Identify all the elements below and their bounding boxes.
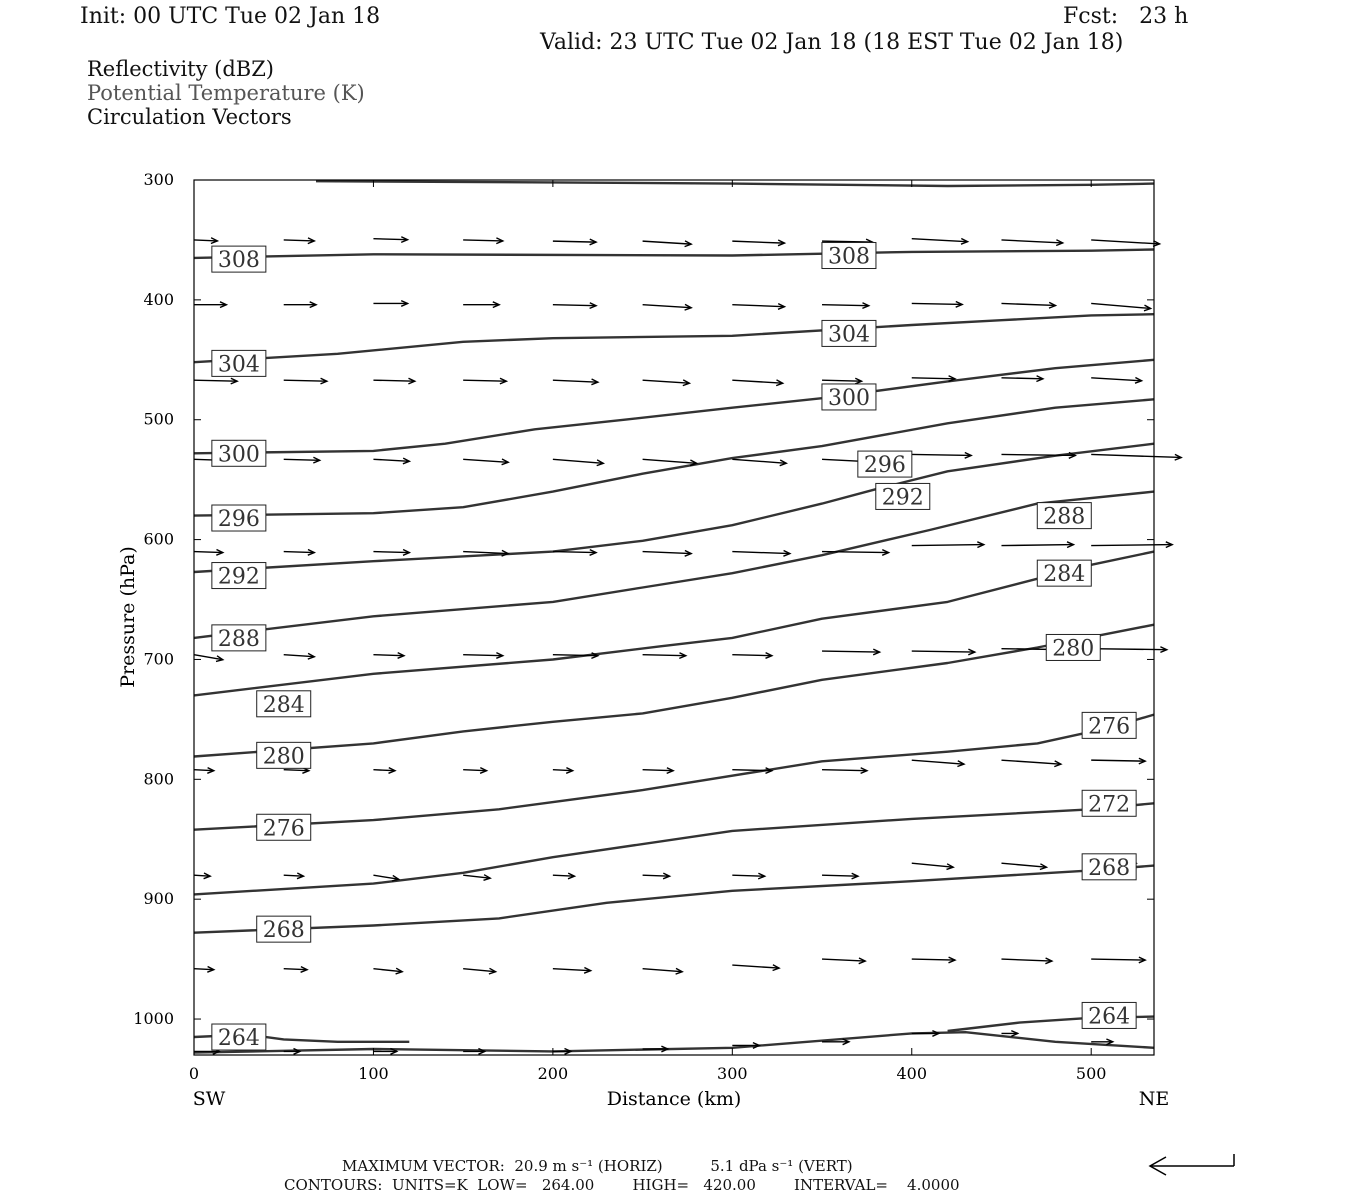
contour-label: [257, 916, 311, 943]
svg-text:304: 304: [217, 352, 260, 378]
circulation-vector: [1091, 542, 1172, 548]
svg-text:300: 300: [827, 385, 870, 411]
svg-text:288: 288: [217, 626, 260, 652]
circulation-vector: [1091, 378, 1141, 384]
contour-label: [822, 243, 876, 270]
circulation-vector: [732, 240, 784, 246]
svg-text:276: 276: [1088, 714, 1131, 740]
contour-label: [1082, 1002, 1136, 1029]
circulation-vector: [284, 550, 315, 556]
contour-label: [1082, 854, 1136, 881]
contour-label: [212, 246, 266, 273]
y-tick-label: 700: [143, 649, 174, 669]
circulation-vector: [373, 653, 404, 659]
circulation-vector: [284, 302, 316, 308]
circulation-vector: [1091, 303, 1150, 310]
x-tick-label: 200: [537, 1064, 569, 1083]
circulation-vector: [1091, 240, 1159, 246]
circulation-vector: [732, 304, 784, 310]
circulation-vector: [284, 873, 304, 879]
circulation-vector: [373, 237, 407, 243]
circulation-vector: [643, 1046, 668, 1052]
circulation-vector: [463, 238, 503, 244]
init-time: Init: 00 UTC Tue 02 Jan 18: [80, 4, 381, 29]
y-tick-label: 1000: [133, 1009, 174, 1029]
circulation-vector: [373, 301, 407, 307]
circulation-vector: [553, 379, 598, 385]
contour-labels: [212, 243, 1136, 1052]
circulation-vector: [643, 653, 686, 659]
contour-label: [858, 451, 912, 478]
contour-label: [822, 384, 876, 411]
contour-label: [257, 742, 311, 769]
valid-time: Valid: 23 UTC Tue 02 Jan 18 (18 EST Tue 02 Jan 18): [540, 30, 1124, 55]
contour-label: [212, 563, 266, 590]
circulation-vector: [553, 459, 603, 465]
svg-text:280: 280: [262, 744, 305, 770]
y-tick-label: 900: [143, 889, 174, 909]
circulation-vector: [643, 768, 674, 774]
circulation-vector: [912, 542, 984, 548]
contour-label: [1082, 790, 1136, 817]
circulation-vector: [912, 863, 953, 869]
circulation-vector: [643, 304, 692, 310]
circulation-vector: [194, 655, 223, 662]
y-axis-title: Pressure (hPa): [117, 546, 139, 688]
circulation-vector: [553, 873, 575, 879]
circulation-vector: [194, 378, 237, 384]
circulation-vector: [194, 967, 214, 973]
circulation-vector: [373, 875, 398, 881]
contour-label: [212, 350, 266, 377]
circulation-vector: [553, 239, 596, 245]
circulation-vector: [553, 303, 596, 309]
circulation-vector: [822, 303, 869, 309]
circulation-vector: [194, 302, 226, 308]
svg-text:284: 284: [262, 692, 305, 718]
contours-note: CONTOURS: UNITS=K LOW= 264.00 HIGH= 420.00 INTERVAL= 4.0000: [284, 1176, 960, 1194]
circulation-vector: [553, 1049, 571, 1055]
circulation-vector: [822, 378, 862, 384]
contour-label: [876, 483, 930, 510]
circulation-vector: [463, 378, 506, 384]
legend-potential-temperature: Potential Temperature (K): [87, 81, 365, 105]
circulation-vector: [463, 459, 508, 465]
circulation-vector: [463, 875, 490, 881]
svg-text:292: 292: [217, 564, 260, 590]
contour-label: [1037, 503, 1091, 530]
circulation-vector: [912, 1031, 939, 1037]
circulation-vector: [373, 768, 395, 774]
y-tick-label: 400: [143, 289, 174, 309]
circulation-vector: [373, 458, 409, 464]
svg-text:276: 276: [262, 816, 305, 842]
circulation-vector: [643, 241, 692, 247]
circulation-vector: [194, 768, 214, 774]
contour-line: [194, 314, 1154, 362]
circulation-vector: [643, 968, 683, 974]
circulation-vectors: [194, 237, 1181, 1055]
svg-text:296: 296: [217, 507, 260, 533]
circulation-vector: [284, 967, 307, 973]
contour-lines: [194, 181, 1154, 1052]
circulation-vector: [912, 649, 975, 655]
x-tick-label: 500: [1075, 1064, 1107, 1083]
circulation-vector: [1001, 302, 1055, 308]
circulation-vector: [463, 302, 499, 308]
y-tick-label: 300: [143, 170, 174, 189]
circulation-vector: [912, 239, 968, 245]
contour-label: [212, 505, 266, 532]
contour-label: [212, 1024, 266, 1051]
circulation-vector: [912, 957, 955, 963]
circulation-vector: [732, 380, 782, 386]
circulation-vector: [912, 760, 964, 766]
legend-reflectivity: Reflectivity (dBZ): [87, 57, 275, 81]
circulation-vector: [1091, 647, 1167, 653]
circulation-vector: [1091, 758, 1145, 764]
circulation-vector: [373, 550, 409, 556]
circulation-vector: [822, 768, 867, 774]
x-tick-label: 400: [896, 1064, 928, 1083]
svg-text:288: 288: [1043, 504, 1086, 530]
circulation-vector: [643, 873, 670, 879]
svg-text:280: 280: [1052, 636, 1095, 662]
svg-text:292: 292: [881, 485, 924, 511]
x-end-label-ne: NE: [1138, 1088, 1170, 1110]
contour-line: [194, 399, 1154, 515]
circulation-vector: [1091, 957, 1145, 963]
circulation-vector: [284, 238, 315, 244]
circulation-vector: [822, 873, 858, 879]
circulation-vector: [463, 968, 495, 974]
circulation-vector: [463, 768, 486, 774]
svg-text:308: 308: [827, 244, 870, 270]
forecast-hour: Fcst: 23 h: [1063, 4, 1189, 29]
circulation-vector: [463, 653, 503, 659]
circulation-vector: [1001, 542, 1073, 548]
contour-label: [822, 320, 876, 347]
contour-line: [194, 715, 1154, 830]
svg-text:284: 284: [1043, 562, 1086, 588]
circulation-vector: [643, 380, 690, 386]
svg-text:268: 268: [262, 918, 305, 944]
plot-frame: [194, 180, 1154, 1055]
circulation-vector: [732, 965, 779, 971]
contour-line: [194, 552, 1154, 696]
svg-text:264: 264: [217, 1026, 260, 1052]
svg-text:264: 264: [1088, 1004, 1131, 1030]
circulation-vector: [284, 653, 315, 659]
x-axis-title: Distance (km): [606, 1088, 742, 1110]
circulation-vector: [1001, 760, 1060, 766]
contour-label: [257, 691, 311, 718]
circulation-vector: [822, 649, 880, 655]
y-tick-label: 600: [143, 529, 174, 549]
circulation-vector: [373, 378, 414, 384]
circulation-vector: [194, 873, 210, 879]
contour-line: [194, 250, 1154, 258]
circulation-vector: [553, 968, 591, 974]
svg-text:300: 300: [217, 442, 260, 468]
max-vector-note: MAXIMUM VECTOR: 20.9 m s⁻¹ (HORIZ) 5.1 dPa s⁻¹ (VERT): [342, 1157, 853, 1175]
svg-text:304: 304: [827, 322, 870, 348]
svg-text:268: 268: [1088, 855, 1131, 881]
y-tick-label: 500: [143, 409, 174, 429]
x-tick-label: 100: [358, 1064, 389, 1083]
circulation-vector: [732, 551, 790, 557]
contour-line: [194, 803, 1154, 894]
circulation-vector: [732, 653, 772, 659]
contour-line: [194, 866, 1154, 933]
x-end-label-sw: SW: [192, 1088, 226, 1110]
legend-circulation-vectors: Circulation Vectors: [87, 105, 292, 129]
x-tick-label: 0: [188, 1064, 200, 1083]
circulation-vector: [1001, 376, 1042, 382]
circulation-vector: [732, 459, 786, 465]
svg-text:272: 272: [1088, 792, 1131, 818]
circulation-vector: [373, 968, 402, 974]
circulation-vector: [1001, 863, 1046, 869]
svg-text:296: 296: [863, 453, 906, 479]
contour-label: [1037, 560, 1091, 587]
contour-label: [1082, 712, 1136, 739]
circulation-vector: [1091, 454, 1181, 460]
svg-text:308: 308: [217, 248, 260, 274]
circulation-vector: [822, 958, 865, 964]
circulation-vector: [194, 550, 223, 556]
contour-label: [257, 814, 311, 841]
contour-label: [1046, 634, 1100, 661]
circulation-vector: [194, 238, 217, 244]
circulation-vector: [1001, 958, 1051, 964]
circulation-vector: [732, 873, 764, 879]
circulation-vector: [912, 302, 962, 308]
contour-line: [194, 360, 1154, 454]
circulation-vector: [553, 768, 573, 774]
reference-vector: [1150, 1154, 1234, 1175]
circulation-vector: [284, 378, 327, 384]
x-tick-label: 300: [717, 1064, 748, 1083]
circulation-vector: [643, 551, 692, 557]
circulation-vector: [284, 457, 320, 463]
contour-label: [212, 440, 266, 467]
contour-line: [316, 181, 1154, 186]
y-tick-label: 800: [143, 769, 174, 789]
circulation-vector: [912, 453, 971, 459]
circulation-vector: [1001, 240, 1062, 246]
contour-label: [212, 625, 266, 652]
